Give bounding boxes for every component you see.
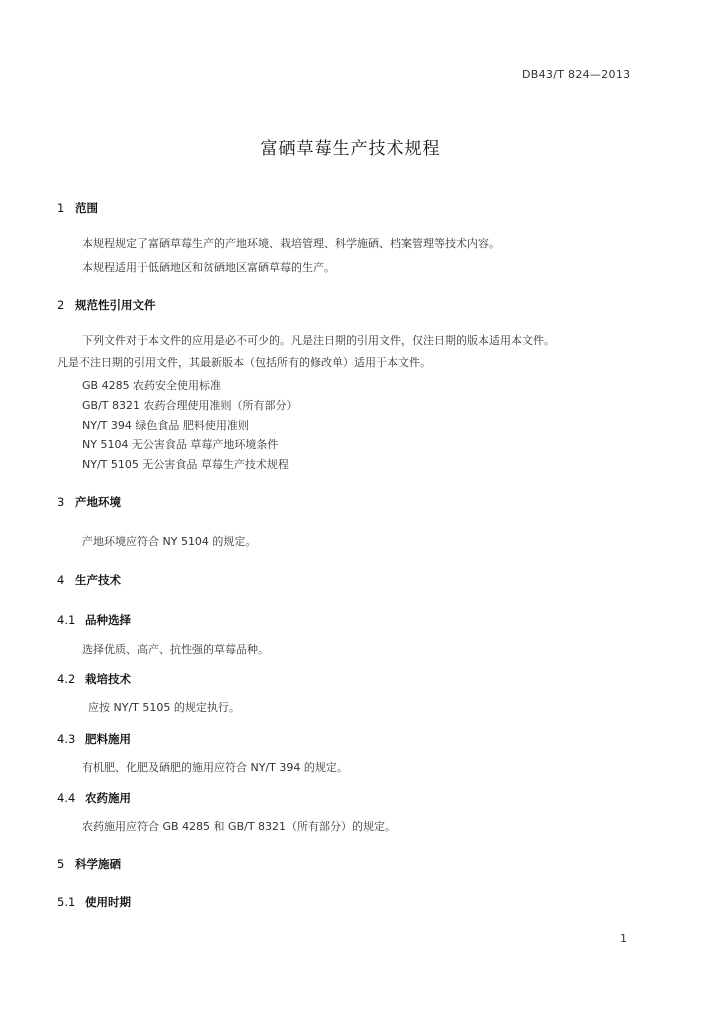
subsection-number: 4.3 <box>57 732 76 746</box>
subsection-title: 使用时期 <box>85 895 131 909</box>
section-number: 5 <box>57 857 65 871</box>
subsection-title: 品种选择 <box>85 613 131 627</box>
paragraph: 有机肥、化肥及硒肥的施用应符合 NY/T 394 的规定。 <box>82 761 348 774</box>
subsection-4-1-heading <box>57 612 131 628</box>
subsection-4-2-heading <box>57 671 131 687</box>
subsection-4-3-heading <box>57 731 131 747</box>
reference-item: NY/T 394 绿色食品 肥料使用准则 <box>82 419 249 432</box>
section-title: 产地环境 <box>75 495 121 509</box>
section-2-heading <box>57 297 156 313</box>
page-number: 1 <box>620 932 627 945</box>
section-title: 科学施硒 <box>75 857 121 871</box>
subsection-title: 栽培技术 <box>85 672 131 686</box>
paragraph: 选择优质、高产、抗性强的草莓品种。 <box>82 643 269 656</box>
paragraph: 本规程适用于低硒地区和贫硒地区富硒草莓的生产。 <box>82 261 335 274</box>
paragraph: 本规程规定了富硒草莓生产的产地环境、栽培管理、科学施硒、档案管理等技术内容。 <box>82 237 500 250</box>
paragraph: 下列文件对于本文件的应用是必不可少的。凡是注日期的引用文件，仅注日期的版本适用本文件。 <box>82 334 555 347</box>
subsection-number: 5.1 <box>57 895 76 909</box>
subsection-title: 肥料施用 <box>85 732 131 746</box>
subsection-number: 4.2 <box>57 672 76 686</box>
paragraph: 农药施用应符合 GB 4285 和 GB/T 8321（所有部分）的规定。 <box>82 820 397 833</box>
section-3-heading <box>57 494 121 510</box>
section-number: 1 <box>57 201 65 215</box>
paragraph-continued: 凡是不注日期的引用文件，其最新版本（包括所有的修改单）适用于本文件。 <box>57 356 431 369</box>
document-title: 富硒草莓生产技术规程 <box>260 139 441 159</box>
reference-item: NY/T 5105 无公害食品 草莓生产技术规程 <box>82 458 289 471</box>
section-1-heading <box>57 200 98 216</box>
subsection-4-4-heading <box>57 790 131 806</box>
paragraph: 产地环境应符合 NY 5104 的规定。 <box>82 535 257 548</box>
subsection-number: 4.1 <box>57 613 76 627</box>
section-title: 范围 <box>75 201 98 215</box>
section-number: 2 <box>57 298 65 312</box>
section-4-heading <box>57 572 121 588</box>
standard-code: DB43/T 824—2013 <box>522 68 631 81</box>
subsection-number: 4.4 <box>57 791 76 805</box>
reference-item: GB 4285 农药安全使用标准 <box>82 379 222 392</box>
section-title: 规范性引用文件 <box>75 298 156 312</box>
reference-item: NY 5104 无公害食品 草莓产地环境条件 <box>82 438 279 451</box>
section-5-heading <box>57 856 121 872</box>
section-number: 4 <box>57 573 65 587</box>
section-title: 生产技术 <box>75 573 121 587</box>
subsection-5-1-heading <box>57 894 131 910</box>
subsection-title: 农药施用 <box>85 791 131 805</box>
paragraph: 应按 NY/T 5105 的规定执行。 <box>88 701 240 714</box>
section-number: 3 <box>57 495 65 509</box>
reference-item: GB/T 8321 农药合理使用准则（所有部分） <box>82 399 298 412</box>
